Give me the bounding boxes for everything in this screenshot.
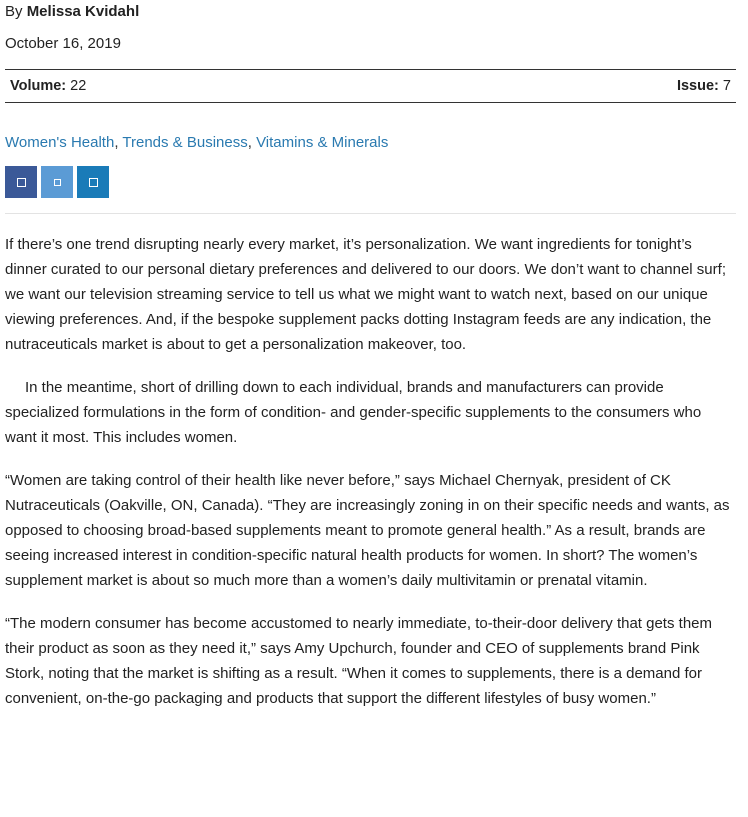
facebook-share-icon <box>17 178 26 187</box>
twitter-share-button[interactable] <box>41 166 73 198</box>
article-paragraph: “Women are taking control of their health like never before,” says Michael Chernyak, president of CK Nutraceuticals (Oakville, ON, Canada). “They are increasingly zoning in on their specific needs and wants, as opposed to choosing broad-based supplements meant to promote general health.” As a result, brands are seeing increased interest in condition-specific natural health products for women. In short? The women’s supplement market is about so much more than a women’s daily multivitamin or prenatal vitamin. <box>5 472 730 589</box>
byline <box>5 2 736 22</box>
category-separator: , <box>247 134 257 151</box>
author-name[interactable]: Melissa Kvidahl <box>26 3 140 20</box>
issue-value: 7 <box>722 78 731 94</box>
facebook-share-button[interactable] <box>5 166 37 198</box>
volume-issue-bar <box>5 69 736 103</box>
volume-info <box>10 78 86 94</box>
article-paragraph: In the meantime, short of drilling down to each individual, brands and manufacturers can provide specialized formulations in the form of condition- and gender-specific supplements to the consumers who want it most. This includes women. <box>5 379 702 446</box>
byline-prefix: By <box>5 3 23 20</box>
issue-info <box>677 78 731 94</box>
article-page <box>5 0 736 729</box>
linkedin-share-button[interactable] <box>77 166 109 198</box>
issue-label: Issue: <box>676 78 719 94</box>
share-buttons <box>5 166 736 214</box>
category-links <box>5 133 736 153</box>
article-body <box>5 232 736 711</box>
article-paragraph: “The modern consumer has become accustomed to nearly immediate, to-their-door delivery that gets them their product as soon as they need it,” says Amy Upchurch, founder and CEO of supplements brand Pink Stork, noting that the market is shifting as a result. “When it comes to supplements, there is a demand for convenient, on-the-go packaging and products that support the different lifestyles of busy women.” <box>5 615 712 707</box>
volume-label: Volume: <box>10 78 67 94</box>
publish-date: October 16, 2019 <box>5 35 121 52</box>
category-link-vitamins-minerals[interactable]: Vitamins & Minerals <box>256 134 389 151</box>
article-paragraph: If there’s one trend disrupting nearly every market, it’s personalization. We want ingredients for tonight’s dinner curated to our personal dietary preferences and delivered to our doors. We don’t want to channel surf; we want our television streaming service to tell us what we might want to watch next, based on our unique viewing preferences. And, if the bespoke supplement packs dotting Instagram feeds are any indication, the nutraceuticals market is about to get a personalization makeover, too. <box>5 236 726 353</box>
linkedin-share-icon <box>89 178 98 187</box>
twitter-share-icon <box>54 179 61 186</box>
category-link-trends-business[interactable]: Trends & Business <box>122 134 248 151</box>
volume-value: 22 <box>70 78 87 94</box>
category-separator: , <box>114 134 123 151</box>
category-link-womens-health[interactable]: Women's Health <box>5 134 115 151</box>
